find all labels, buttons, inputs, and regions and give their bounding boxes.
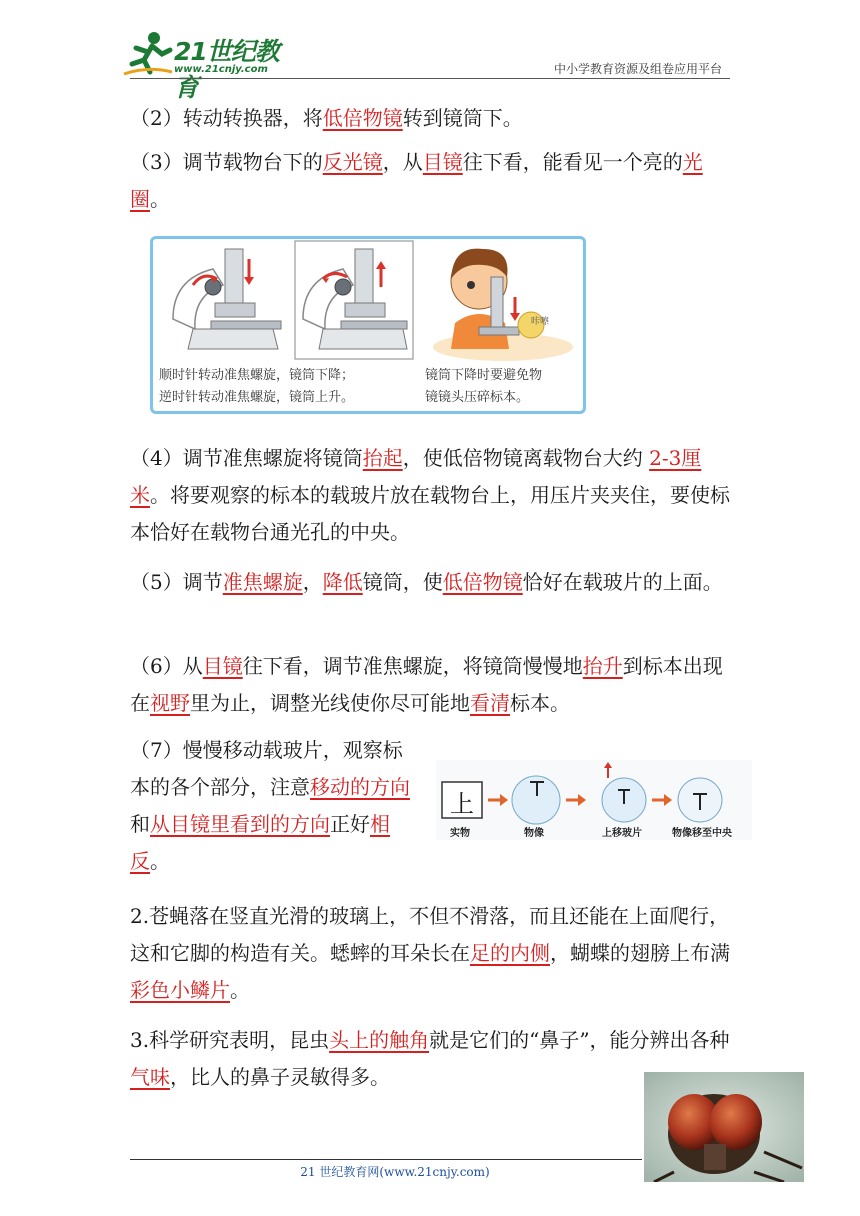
line (130, 769, 430, 806)
answer: 目镜 (422, 150, 463, 174)
text: 2.苍蝇落在竖直光滑的玻璃上，不但不滑落，而且还能在上面爬行，这和它脚的构造有关。蟋蟀的耳朵长在 (130, 904, 730, 965)
answer: 反 (130, 849, 150, 873)
step-3 (130, 144, 730, 218)
answer: 2-3厘米 (130, 446, 702, 507)
caption-line: 镜筒下降时要避免物 (425, 368, 543, 383)
answer: 低倍物镜 (442, 570, 523, 594)
answer: 足的内侧 (470, 941, 550, 965)
answer: 抬起 (362, 446, 403, 470)
answer: 视野 (150, 691, 190, 715)
step-6 (130, 648, 730, 722)
answer: 彩色小鳞片 (130, 978, 230, 1002)
caption-right (425, 365, 542, 409)
microscope-1-icon (173, 249, 281, 349)
answer: 抬升 (582, 654, 623, 678)
text: 。 (150, 187, 170, 211)
text: 。将要观察的标本的载玻片放在载物台上，用压片夹夹住，要使标本恰好在载物台通光孔的中央。 (130, 483, 730, 544)
site-logo (122, 28, 292, 102)
text: （6）从 (130, 654, 203, 678)
text: 正好 (330, 812, 370, 836)
answer: 看清 (470, 691, 510, 715)
text: ，蝴蝶的翅膀上布满 (550, 941, 730, 965)
text: ，从 (382, 150, 423, 174)
caption-left (159, 365, 354, 409)
text: ，比人的鼻子灵敏得多。 (170, 1065, 390, 1089)
answer: 降低 (322, 570, 363, 594)
answer: 低倍物镜 (322, 106, 403, 130)
answer: 气味 (130, 1065, 170, 1089)
logo-url: www.21cnjy.com (174, 64, 268, 75)
flow-label: 实物 (450, 828, 470, 839)
text: 镜筒，使 (362, 570, 443, 594)
text: 3.科学研究表明，昆虫 (130, 1028, 330, 1052)
header-divider (130, 78, 730, 79)
text: （3）调节载物台下的 (130, 150, 323, 174)
microscope-figure (150, 236, 586, 414)
text: 到标本出现在 (130, 654, 723, 715)
text: 里为止，调整光线使你尽可能地 (190, 691, 470, 715)
line (130, 806, 430, 843)
text: （2）转动转换器，将 (130, 106, 323, 130)
text: 。 (230, 978, 250, 1002)
badge-text: 咔嚓 (531, 317, 550, 327)
answer: 从目镜里看到的方向 (150, 812, 330, 836)
answer: 移动的方向 (310, 775, 410, 799)
text: （7）慢慢移动载玻片，观察标 (130, 738, 403, 762)
text: （4）调节准焦螺旋将镜筒 (130, 446, 363, 470)
question-3 (130, 1022, 730, 1096)
header-platform-name: 中小学教育资源及组卷应用平台 (553, 62, 722, 76)
text: 和 (130, 812, 150, 836)
text: （5）调节 (130, 570, 223, 594)
answer: 头上的触角 (329, 1028, 430, 1052)
caption-line: 顺时针转动准焦螺旋，镜筒下降； (159, 368, 355, 383)
text: 本的各个部分，注意 (130, 775, 310, 799)
flow-label: 上移玻片 (602, 828, 642, 839)
text: 往下看，能看见一个亮的 (462, 150, 683, 174)
step-5 (130, 564, 730, 601)
image-movement-diagram (436, 760, 752, 840)
answer: 光圈 (130, 150, 703, 211)
step-7 (130, 732, 430, 880)
logo-text: 21世纪教育 (174, 37, 279, 102)
runner-logo-icon (122, 28, 174, 80)
footer-divider (130, 1159, 642, 1160)
object-char: 上 (450, 790, 474, 818)
answer: 目镜 (202, 654, 243, 678)
footer-text: 21 世纪教育网(www.21cnjy.com) (300, 1165, 490, 1179)
caption-line: 镜镜头压碎标本。 (425, 390, 530, 405)
question-2 (130, 898, 730, 1009)
step-4 (130, 440, 730, 551)
microscope-2-icon (303, 249, 407, 349)
text: ， (302, 570, 323, 594)
caption-line: 逆时针转动准焦螺旋，镜筒上升。 (159, 390, 355, 405)
step-2 (130, 100, 730, 137)
student-at-microscope-icon (433, 249, 573, 361)
text: 标本。 (510, 691, 570, 715)
text: 转到镜筒下。 (402, 106, 523, 130)
text: 。 (150, 849, 170, 873)
text: ，使低倍物镜离载物台大约 (402, 446, 650, 470)
line (130, 843, 430, 880)
answer: 反光镜 (322, 150, 383, 174)
flow-label: 物像 (524, 828, 544, 839)
text: 往下看，调节准焦螺旋，将镜筒慢慢地 (242, 654, 583, 678)
text: 恰好在载玻片的上面。 (522, 570, 723, 594)
flow-label: 物像移至中央 (672, 828, 732, 839)
answer: 准焦螺旋 (222, 570, 303, 594)
answer: 相 (370, 812, 390, 836)
text: 就是它们的“鼻子”，能分辨出各种 (429, 1028, 730, 1052)
